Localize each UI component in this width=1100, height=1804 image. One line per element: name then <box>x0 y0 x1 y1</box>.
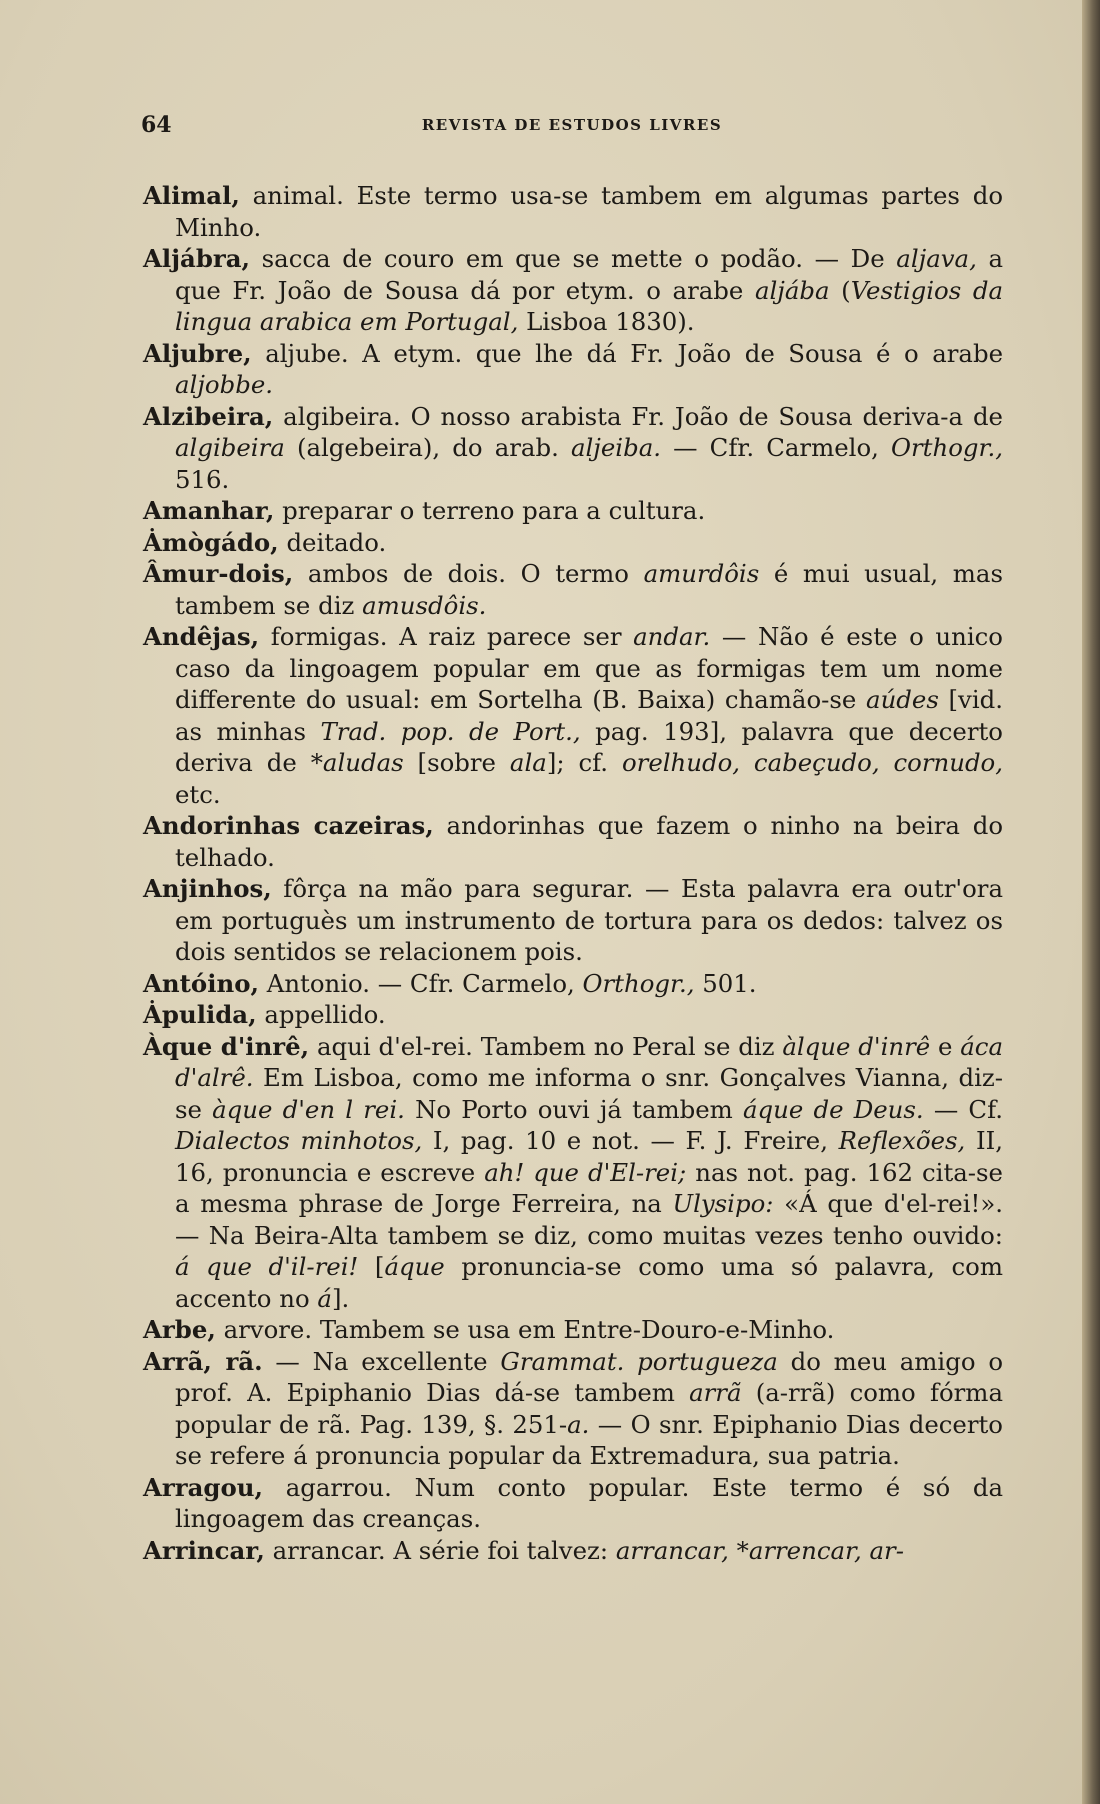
dictionary-entry <box>143 558 1003 621</box>
entry-text: agarrou. Num conto popular. Este termo é só da lingoagem das creanças. <box>175 1472 1003 1533</box>
running-head: REVISTA DE ESTUDOS LIVRES <box>421 116 723 134</box>
entry-headword: Andêjas, <box>143 622 260 651</box>
entry-text: ]; cf. <box>546 748 622 777</box>
dictionary-entry <box>143 810 1003 873</box>
entry-italic-term: Orthogr., <box>582 968 695 998</box>
dictionary-entries <box>143 180 1003 1566</box>
entry-text: 516. <box>175 464 230 494</box>
entry-italic-term: á <box>317 1283 332 1313</box>
entry-italic-term: Vestigios da lingua arabica em Portugal, <box>175 275 1003 336</box>
entry-headword: Ȧmògádo, <box>143 527 279 557</box>
entry-italic-term: áca d'alrê. <box>175 1031 1003 1092</box>
entry-italic-term: andar. <box>633 622 711 651</box>
entry-headword: Anjinhos, <box>143 874 272 903</box>
entry-text: sacca de couro em que se mette o podão. — De <box>250 244 897 273</box>
entry-text: [ <box>358 1252 385 1281</box>
entry-italic-term: Reflexões, <box>838 1126 966 1155</box>
entry-italic-term: amurdôis <box>643 559 760 588</box>
entry-italic-term: àlque d'inrê <box>782 1031 931 1061</box>
entry-text: No Porto ouvi já tambem <box>404 1094 743 1124</box>
dictionary-entry <box>143 1472 1003 1535</box>
entry-text: [vid. as minhas <box>175 685 1003 746</box>
entry-text: — Na excellente <box>262 1346 501 1376</box>
entry-text: preparar o terreno para a cultura. <box>274 496 706 525</box>
dictionary-entry <box>143 1346 1003 1472</box>
entry-italic-term: a. <box>567 1409 590 1439</box>
entry-text: etc. <box>175 779 221 809</box>
entry-text: algibeira. O nosso arabista Fr. João de Sousa deriva-a de <box>273 401 1003 431</box>
entry-text: formigas. A raiz parece ser <box>259 622 634 651</box>
entry-text: fôrça na mão para segurar. — Esta palavra era outr'ora em portuguès um instrumento de tortura para os dedos: talvez os dois sentidos se relacionem pois. <box>175 874 1003 966</box>
dictionary-entry <box>143 401 1003 496</box>
entry-headword: Aljábra, <box>143 244 251 273</box>
entry-italic-term: àque d'en l rei. <box>212 1094 405 1124</box>
entry-text: [sobre <box>403 748 510 777</box>
entry-italic-term: á que d'il-rei! <box>175 1252 359 1281</box>
dictionary-entry <box>143 968 1003 1000</box>
entry-headword: Amanhar, <box>143 496 275 525</box>
entry-text: — Cf. <box>923 1094 1003 1124</box>
entry-text: 501. <box>694 968 757 998</box>
dictionary-entry <box>143 1314 1003 1346</box>
page-edge <box>1082 0 1100 1804</box>
entry-text: animal. Este termo usa-se tambem em algumas partes do Minho. <box>175 181 1003 242</box>
dictionary-entry <box>143 621 1003 810</box>
entry-text: II, 16, pronuncia e escreve <box>175 1126 1003 1187</box>
entry-text: ambos de dois. O termo <box>293 559 644 588</box>
entry-text: (algebeira), do arab. <box>284 433 571 462</box>
entry-italic-term: Ulysipo: <box>672 1189 774 1218</box>
entry-text: (a-rrã) como fórma popular de rã. Pag. 139, §. 251- <box>175 1378 1003 1439</box>
entry-italic-term: Orthogr., <box>891 433 1003 462</box>
entry-headword: Ȧpulida, <box>143 1000 257 1029</box>
page-header <box>141 112 1003 142</box>
entry-headword: Antóino, <box>143 968 259 998</box>
entry-italic-term: amusdôis. <box>362 590 487 620</box>
entry-italic-term: arrã <box>689 1378 742 1407</box>
entry-headword: Alzibeira, <box>143 401 274 431</box>
entry-italic-term: aljobbe. <box>175 370 274 399</box>
entry-text: Antonio. — Cfr. Carmelo, <box>258 968 583 998</box>
entry-headword: Arragou, <box>143 1472 263 1502</box>
entry-text: do meu amigo o prof. A. Epiphanio Dias dá-se tambem <box>175 1346 1003 1407</box>
entry-text: Lisboa 1830). <box>518 307 695 336</box>
dictionary-entry <box>143 495 1003 527</box>
dictionary-entry <box>143 527 1003 559</box>
entry-text: aljube. A etym. que lhe dá Fr. João de Sousa é o arabe <box>251 338 1003 368</box>
entry-text: a que Fr. João de Sousa dá por etym. o arabe <box>175 244 1003 305</box>
entry-text: Em Lisboa, como me informa o snr. Gonçalves Vianna, diz-se <box>175 1063 1003 1124</box>
entry-italic-term: aljába <box>754 275 830 305</box>
entry-headword: Arrã, rã. <box>143 1346 263 1376</box>
entry-text: ]. <box>331 1283 350 1313</box>
entry-italic-term: Trad. pop. de Port., <box>320 716 581 746</box>
entry-text: — Cfr. Carmelo, <box>661 433 892 462</box>
entry-italic-term: *aludas <box>310 748 404 777</box>
entry-text: nas not. pag. 162 cita-se a mesma phrase de Jorge Ferreira, na <box>175 1157 1003 1218</box>
entry-text: «Á que d'el-rei!». — Na Beira-Alta tambem se diz, como muitas vezes tenho ouvido: <box>175 1189 1003 1250</box>
dictionary-entry <box>143 338 1003 401</box>
entry-italic-term: aljeiba. <box>570 433 662 462</box>
dictionary-entry <box>143 1031 1003 1315</box>
entry-italic-term: Grammat. portugueza <box>500 1346 778 1376</box>
entry-text: pronuncia-se como uma só palavra, com accento no <box>175 1252 1003 1313</box>
entry-text: arrancar. A série foi talvez: <box>264 1535 616 1565</box>
entry-headword: Alimal, <box>143 181 240 210</box>
entry-text: é mui usual, mas tambem se diz <box>175 559 1003 620</box>
entry-italic-term: aljava, <box>896 244 977 273</box>
entry-italic-term: aúdes <box>866 685 939 714</box>
entry-italic-term: arrancar, *arrencar, ar- <box>615 1535 904 1565</box>
entry-italic-term: ah! que d'El-rei; <box>484 1157 687 1187</box>
entry-text: — O snr. Epiphanio Dias decerto se refere á pronuncia popular da Extremadura, sua patria. <box>175 1409 1003 1470</box>
dictionary-entry <box>143 873 1003 968</box>
entry-text: deitado. <box>278 527 387 557</box>
entry-text: ( <box>829 275 851 305</box>
entry-text: I, pag. 10 e not. — F. J. Freire, <box>422 1126 839 1155</box>
entry-italic-term: Dialectos minhotos, <box>175 1126 423 1155</box>
entry-headword: Àque d'inrê, <box>143 1031 310 1061</box>
entry-italic-term: orelhudo, cabeçudo, cornudo, <box>621 748 1003 777</box>
entry-headword: Arrincar, <box>143 1535 265 1565</box>
entry-headword: Aljubre, <box>143 338 252 368</box>
dictionary-entry <box>143 999 1003 1031</box>
entry-text: appellido. <box>256 1000 386 1029</box>
dictionary-entry <box>143 243 1003 338</box>
page-number: 64 <box>141 112 172 138</box>
entry-text: e <box>930 1031 961 1061</box>
entry-text: arvore. Tambem se usa em Entre-Douro-e-Minho. <box>215 1315 835 1344</box>
entry-headword: Âmur-dois, <box>143 559 294 588</box>
entry-text: andorinhas que fazem o ninho na beira do telhado. <box>175 811 1004 872</box>
dictionary-entry <box>143 180 1003 243</box>
dictionary-entry <box>143 1535 1003 1567</box>
entry-headword: Andorinhas cazeiras, <box>143 811 434 840</box>
entry-headword: Arbe, <box>143 1315 216 1344</box>
entry-text: pag. 193], palavra que decerto deriva de <box>175 716 1003 777</box>
entry-italic-term: algibeira <box>175 433 285 462</box>
entry-italic-term: ala <box>509 748 547 777</box>
entry-italic-term: áque <box>384 1252 445 1281</box>
entry-text: — Não é este o unico caso da lingoagem popular em que as formigas tem um nome differente do usual: em Sortelha (B. Baixa) chamão-se <box>175 622 1003 714</box>
entry-italic-term: áque de Deus. <box>742 1094 924 1124</box>
entry-text: aqui d'el-rei. Tambem no Peral se diz <box>309 1031 783 1061</box>
